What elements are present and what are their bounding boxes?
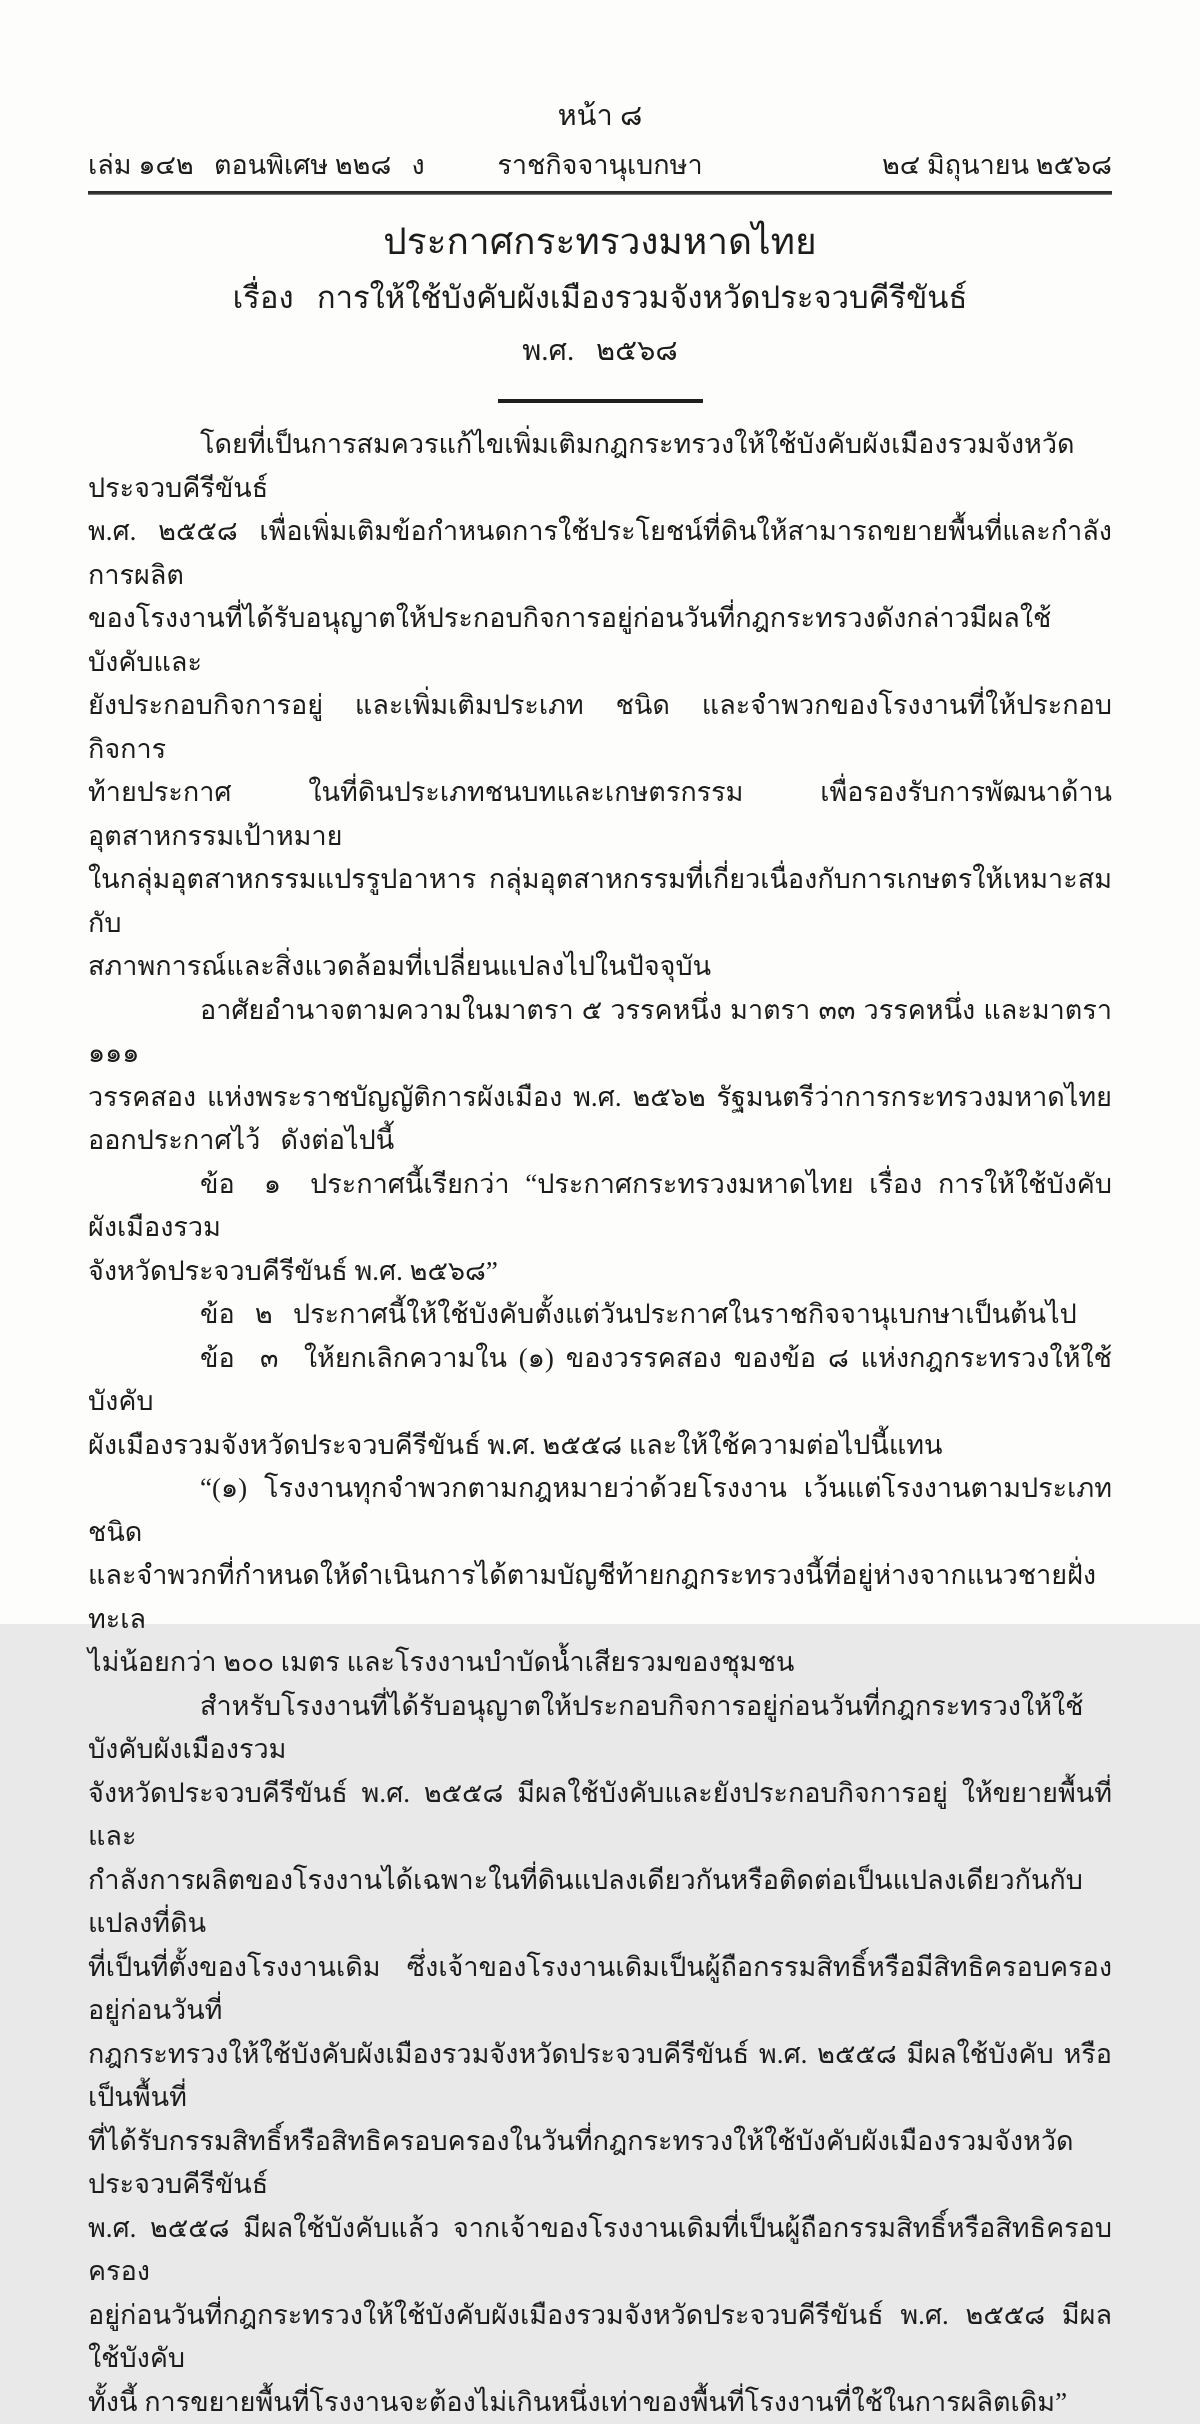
paragraph-line: ที่ได้รับกรรมสิทธิ์หรือสิทธิครอบครองในวันที่กฎกระทรวงให้ใช้บังคับผังเมืองรวมจังหวัดประจวบคีรีขันธ์ xyxy=(88,2120,1112,2207)
paragraph-line: กำลังการผลิตของโรงงานได้เฉพาะในที่ดินแปลงเดียวกันหรือติดต่อเป็นแปลงเดียวกันกับแปลงที่ดิน xyxy=(88,1859,1112,1946)
paragraph xyxy=(88,1163,1112,1294)
paragraph-line: โดยที่เป็นการสมควรแก้ไขเพิ่มเติมกฎกระทรวงให้ใช้บังคับผังเมืองรวมจังหวัดประจวบคีรีขันธ์ xyxy=(88,423,1112,510)
paragraph xyxy=(88,989,1112,1163)
paragraph xyxy=(88,1685,1112,2424)
paragraph-line: ข้อ ๒ ประกาศนี้ให้ใช้บังคับตั้งแต่วันประกาศในราชกิจจานุเบกษาเป็นต้นไป xyxy=(88,1293,1112,1337)
paragraph-line: ผังเมืองรวมจังหวัดประจวบคีรีขันธ์ พ.ศ. ๒๕๕๘ และให้ใช้ความต่อไปนี้แทน xyxy=(88,1424,1112,1468)
announcement-subject: เรื่อง การให้ใช้บังคับผังเมืองรวมจังหวัดประจวบคีรีขันธ์ xyxy=(88,277,1112,319)
paragraph-line: ของโรงงานที่ได้รับอนุญาตให้ประกอบกิจการอยู่ก่อนวันที่กฎกระทรวงดังกล่าวมีผลใช้บังคับและ xyxy=(88,597,1112,684)
header-rule xyxy=(88,191,1112,195)
paragraph-line: และจำพวกที่กำหนดให้ดำเนินการได้ตามบัญชีท้ายกฎกระทรวงนี้ที่อยู่ห่างจากแนวชายฝั่งทะเล xyxy=(88,1554,1112,1641)
page-number: หน้า ๘ xyxy=(88,98,1112,134)
paragraph-line: ออกประกาศไว้ ดังต่อไปนี้ xyxy=(88,1119,1112,1163)
volume-issue-label: เล่ม ๑๔๒ ตอนพิเศษ ๒๒๘ ง xyxy=(88,148,429,182)
paragraph xyxy=(88,1337,1112,1468)
title-divider xyxy=(498,399,703,403)
paragraph-line: ข้อ ๓ ให้ยกเลิกความใน (๑) ของวรรคสอง ของข้อ ๘ แห่งกฎกระทรวงให้ใช้บังคับ xyxy=(88,1337,1112,1424)
paragraph xyxy=(88,1467,1112,1685)
paragraph-line: จังหวัดประจวบคีรีขันธ์ พ.ศ. ๒๕๖๘” xyxy=(88,1250,1112,1294)
gazette-name: ราชกิจจานุเบกษา xyxy=(429,148,770,182)
paragraph-line: สภาพการณ์และสิ่งแวดล้อมที่เปลี่ยนแปลงไปในปัจจุบัน xyxy=(88,945,1112,989)
announcement-title: ประกาศกระทรวงมหาดไทย xyxy=(88,219,1112,267)
paragraph-line: จังหวัดประจวบคีรีขันธ์ พ.ศ. ๒๕๕๘ มีผลใช้บังคับและยังประกอบกิจการอยู่ ให้ขยายพื้นที่และ xyxy=(88,1772,1112,1859)
paragraph-line: กฎกระทรวงให้ใช้บังคับผังเมืองรวมจังหวัดประจวบคีรีขันธ์ พ.ศ. ๒๕๕๘ มีผลใช้บังคับ หรือเป็นพื้นที่ xyxy=(88,2033,1112,2120)
announcement-year: พ.ศ. ๒๕๖๘ xyxy=(88,331,1112,371)
paragraph-line: วรรคสอง แห่งพระราชบัญญัติการผังเมือง พ.ศ. ๒๕๖๒ รัฐมนตรีว่าการกระทรวงมหาดไทย xyxy=(88,1076,1112,1120)
paragraph-line: ไม่น้อยกว่า ๒๐๐ เมตร และโรงงานบำบัดน้ำเสียรวมของชุมชน xyxy=(88,1641,1112,1685)
masthead xyxy=(88,148,1112,182)
paragraph-line: สำหรับโรงงานที่ได้รับอนุญาตให้ประกอบกิจการอยู่ก่อนวันที่กฎกระทรวงให้ใช้บังคับผังเมืองรวม xyxy=(88,1685,1112,1772)
paragraph-line: ในกลุ่มอุตสาหกรรมแปรรูปอาหาร กลุ่มอุตสาหกรรมที่เกี่ยวเนื่องกับการเกษตรให้เหมาะสมกับ xyxy=(88,858,1112,945)
paragraph-line: ทั้งนี้ การขยายพื้นที่โรงงานจะต้องไม่เกินหนึ่งเท่าของพื้นที่โรงงานที่ใช้ในการผลิตเดิม” xyxy=(88,2381,1112,2424)
publication-date: ๒๔ มิถุนายน ๒๕๖๘ xyxy=(771,148,1112,182)
paragraph-line: อยู่ก่อนวันที่กฎกระทรวงให้ใช้บังคับผังเมืองรวมจังหวัดประจวบคีรีขันธ์ พ.ศ. ๒๕๕๘ มีผลใช้บังคับ xyxy=(88,2294,1112,2381)
paragraph-line: ที่เป็นที่ตั้งของโรงงานเดิม ซึ่งเจ้าของโรงงานเดิมเป็นผู้ถือกรรมสิทธิ์หรือมีสิทธิครอบครองอยู่ก่อนวันที่ xyxy=(88,1946,1112,2033)
paragraph xyxy=(88,1293,1112,1337)
paragraph-line: ยังประกอบกิจการอยู่ และเพิ่มเติมประเภท ชนิด และจำพวกของโรงงานที่ให้ประกอบกิจการ xyxy=(88,684,1112,771)
paragraph xyxy=(88,423,1112,989)
paragraph-line: ท้ายประกาศ ในที่ดินประเภทชนบทและเกษตรกรรม เพื่อรองรับการพัฒนาด้านอุตสาหกรรมเป้าหมาย xyxy=(88,771,1112,858)
paragraph-line: พ.ศ. ๒๕๕๘ มีผลใช้บังคับแล้ว จากเจ้าของโรงงานเดิมที่เป็นผู้ถือกรรมสิทธิ์หรือสิทธิครอบครอง xyxy=(88,2207,1112,2294)
document-body xyxy=(88,423,1112,2424)
paragraph-line: อาศัยอำนาจตามความในมาตรา ๕ วรรคหนึ่ง มาตรา ๓๓ วรรคหนึ่ง และมาตรา ๑๑๑ xyxy=(88,989,1112,1076)
paragraph-line: “(๑) โรงงานทุกจำพวกตามกฎหมายว่าด้วยโรงงาน เว้นแต่โรงงานตามประเภท ชนิด xyxy=(88,1467,1112,1554)
paragraph-line: พ.ศ. ๒๕๕๘ เพื่อเพิ่มเติมข้อกำหนดการใช้ประโยชน์ที่ดินให้สามารถขยายพื้นที่และกำลังการผลิต xyxy=(88,510,1112,597)
paragraph-line: ข้อ ๑ ประกาศนี้เรียกว่า “ประกาศกระทรวงมหาดไทย เรื่อง การให้ใช้บังคับผังเมืองรวม xyxy=(88,1163,1112,1250)
